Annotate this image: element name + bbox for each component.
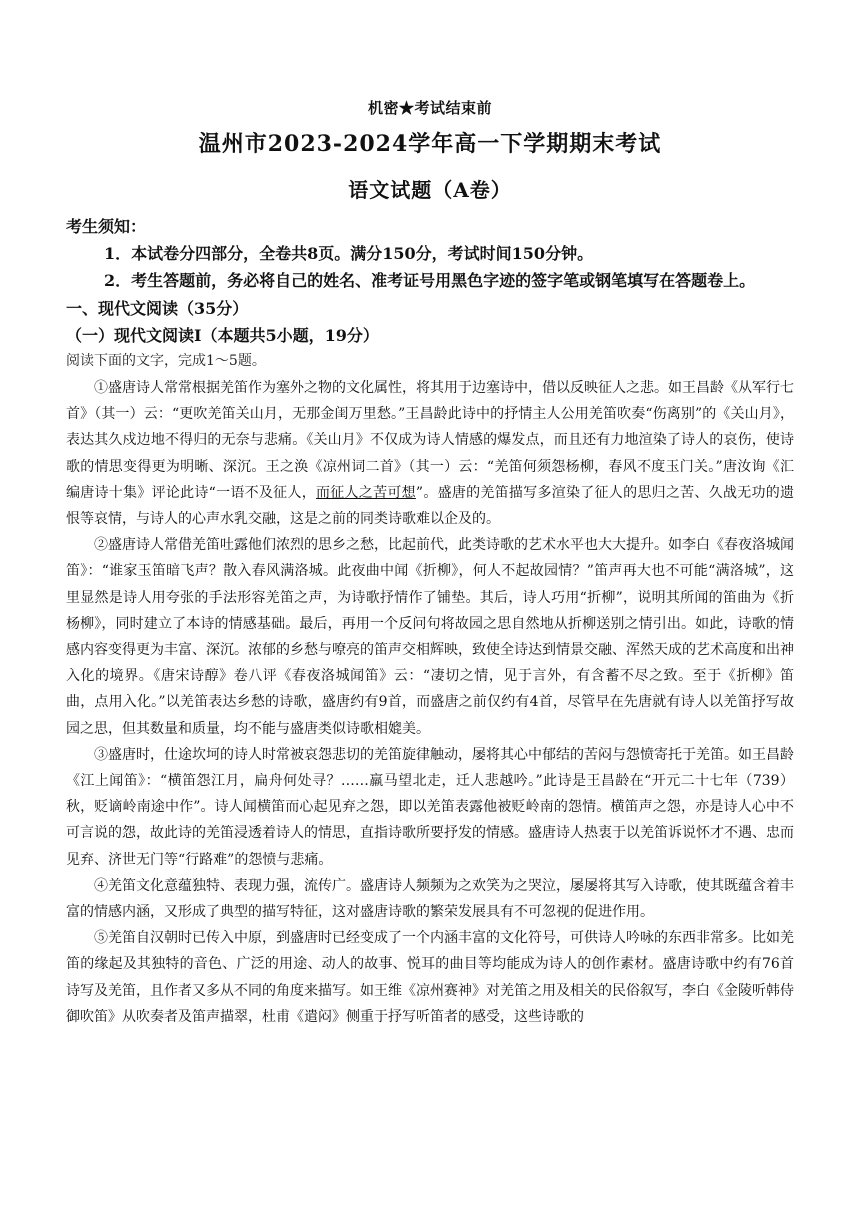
reading-instruction: 阅读下面的文字，完成1～5题。 bbox=[66, 353, 266, 369]
reading-passage bbox=[66, 375, 794, 1030]
passage-paragraph-4: ④羌笛文化意蕴独特、表现力强，流传广。盛唐诗人频频为之欢笑为之哭泣，屡屡将其写入诗歌，使其既蕴含着丰富的情感内涵，又形成了典型的描写特征，这对盛唐诗歌的繁荣发展具有不可忽视的促进作用。 bbox=[66, 877, 794, 921]
underlined-phrase: 而征人之苦可想 bbox=[316, 484, 416, 501]
passage-paragraph-1-part-b: ”。盛唐的羌笛描写多渲染了征人的思归之苦、久战无功的遗恨等哀情，与诗人的心声水乳交融，这是之前的同类诗歌难以企及的。 bbox=[66, 484, 795, 528]
notice-heading: 考生须知： bbox=[66, 217, 147, 236]
section-heading-part1: 一、现代文阅读（35分） bbox=[66, 299, 249, 318]
passage-paragraph-3: ③盛唐时，仕途坎坷的诗人时常被哀怨悲切的羌笛旋律触动，屡将其心中郁结的苦闷与怨愤寄托于羌笛。如王昌龄《江上闻笛》：“横笛怨江月，扁舟何处寻？……羸马望北走，迁人悲越吟。”此诗是王昌龄在“开元二十七年（739）秋，贬谪岭南途中作”。诗人闻横笛而心起见弃之怨，即以羌笛表露他被贬岭南的怨情。横笛声之怨，亦是诗人心中不可言说的怨，故此诗的羌笛浸透着诗人的情思，直指诗歌所要抒发的情感。盛唐诗人热衷于以羌笛诉说怀才不遇、忠而见弃、济世无门等“行路难”的怨愤与悲痛。 bbox=[66, 746, 794, 868]
notice-item-2: 2．考生答题前，务必将自己的姓名、准考证号用黑色字迹的签字笔或钢笔填写在答题卷上。 bbox=[104, 271, 756, 290]
section-heading-modern-reading-1: （一）现代文阅读Ⅰ（本题共5小题，19分） bbox=[66, 326, 379, 345]
exam-subtitle: 语文试题（A卷） bbox=[348, 178, 512, 202]
passage-paragraph-5: ⑤羌笛自汉朝时已传入中原，到盛唐时已经变成了一个内涵丰富的文化符号，可供诗人吟咏的东西非常多。比如羌笛的缘起及其独特的音色、广泛的用途、动人的故事、悦耳的曲目等均能成为诗人的创作素材。盛唐诗歌中约有76首诗写及羌笛，且作者又多从不同的角度来描写。如王维《凉州赛神》对羌笛之用及相关的民俗叙写，李白《金陵听韩侍御吹笛》从吹奏者及笛声描翠，杜甫《遣闷》侧重于抒写听笛者的感受，这些诗歌的 bbox=[66, 930, 794, 1025]
passage-paragraph-1-part-a: ①盛唐诗人常常根据羌笛作为塞外之物的文化属性，将其用于边塞诗中，借以反映征人之悲。如王昌龄《从军行七首》（其一）云：“更吹羌笛关山月，无那金闺万里愁。”王昌龄此诗中的抒情主人公用羌笛吹奏“伤离别”的《关山月》，表达其久戍边地不得归的无奈与悲痛。《关山月》不仅成为诗人情感的爆发点，而且还有力地渲染了诗人的哀伤，使诗歌的情思变得更为明晰、深沉。王之涣《凉州词二首》（其一）云：“羌笛何须怨杨柳，春风不度玉门关。”唐汝询《汇编唐诗十集》评论此诗“一语不及征人， bbox=[66, 380, 794, 501]
exam-title: 温州市2023-2024学年高一下学期期末考试 bbox=[198, 131, 662, 157]
passage-paragraph-2: ②盛唐诗人常借羌笛吐露他们浓烈的思乡之愁，比起前代，此类诗歌的艺术水平也大大提升。如李白《春夜洛城闻笛》：“谁家玉笛暗飞声？散入春风满洛城。此夜曲中闻《折柳》，何人不起故园情？”笛声再大也不可能“满洛城”，这里显然是诗人用夸张的手法形容羌笛之声，为诗歌抒情作了铺垫。其后，诗人巧用“折柳”，说明其所闻的笛曲为《折杨柳》，同时建立了本诗的情感基础。最后，再用一个反问句将故园之思自然地从折柳送别之情引出。如此，诗歌的情感内容变得更为丰富、深沉。浓郁的乡愁与嘹亮的笛声交相辉映，致使全诗达到情景交融、浑然天成的艺术高度和出神入化的境界。《唐宋诗醇》卷八评《春夜洛城闻笛》云：“凄切之情，见于言外，有含蓄不尽之致。至于《折柳》笛曲，点用入化。”以羌笛表达乡愁的诗歌，盛唐约有9首，而盛唐之前仅约有4首，尽管早在先唐就有诗人以羌笛抒写故园之思，但其数量和质量，均不能与盛唐类似诗歌相媲美。 bbox=[66, 537, 794, 737]
notice-item-1: 1．本试卷分四部分，全卷共8页。满分150分，考试时间150分钟。 bbox=[104, 244, 594, 263]
confidential-label: 机密★考试结束前 bbox=[367, 99, 492, 117]
passage-paragraph-1 bbox=[66, 375, 794, 532]
